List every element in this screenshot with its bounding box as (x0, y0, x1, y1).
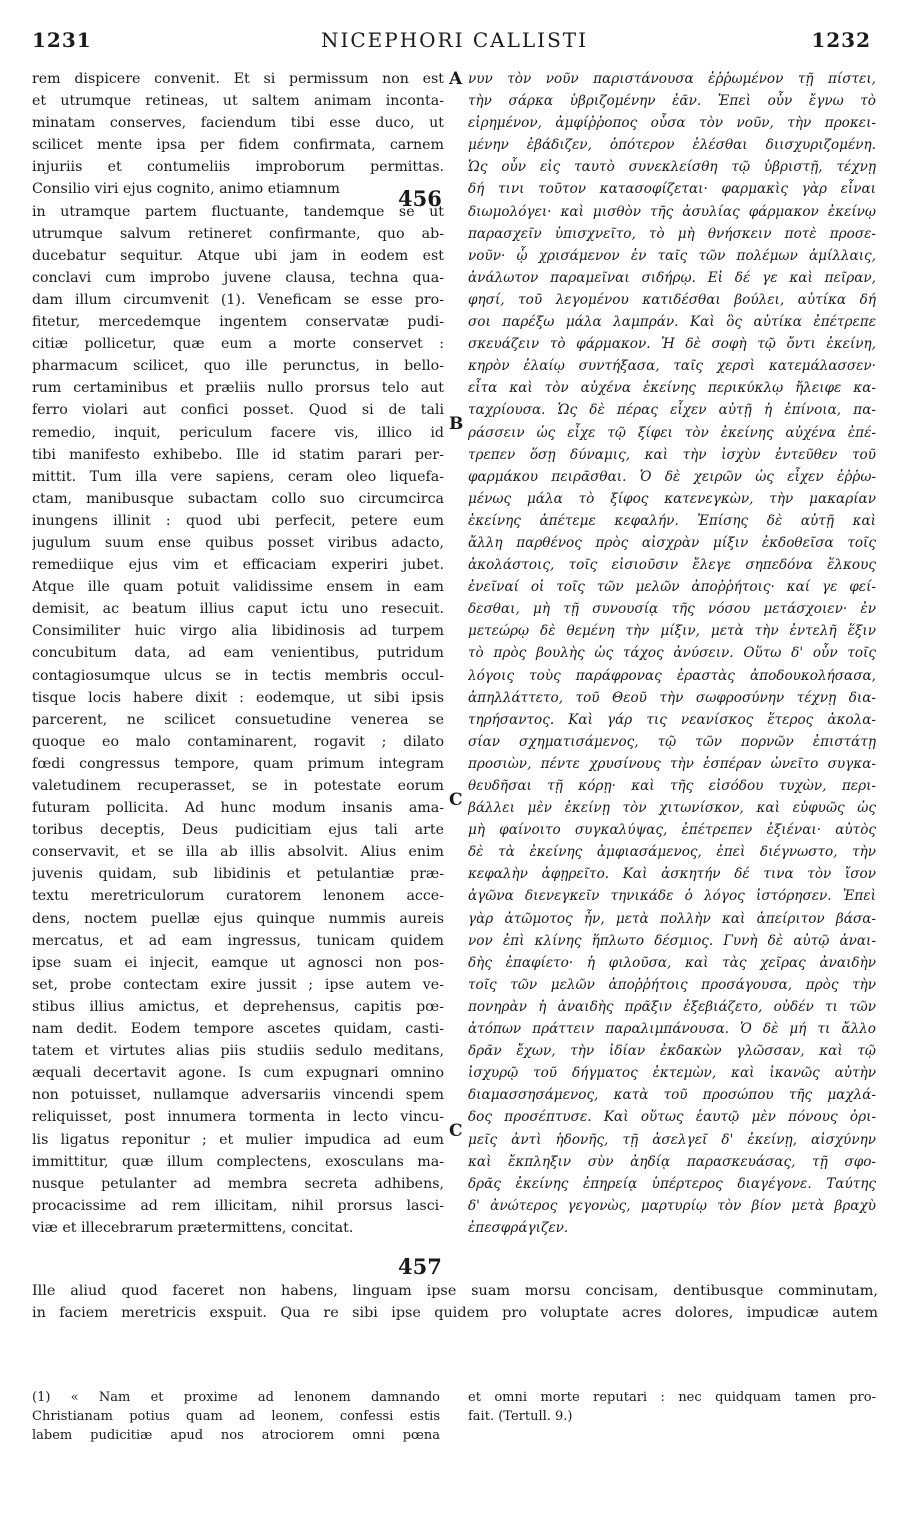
greek-text-line: ἀγῶνα διενεγκεῖν τηνικάδε ὁ λόγος ἱστόρησεν. Ἐπεὶ (468, 888, 876, 905)
latin-text-line: æquali decertavit agone. Is cum expugnari omnino (32, 1065, 444, 1082)
latin-text-line: nusque petulanter ad membra secreta adhibens, (32, 1175, 444, 1192)
running-header (0, 28, 909, 64)
latin-text-line: juvenis quidam, sub libidinis et petulantiæ præ- (32, 866, 444, 883)
latin-text-line: ipse suam ei injecit, eamque ut agnosci non pos- (32, 954, 444, 971)
latin-text-line: remediique ejus vim et efficaciam experiri jubet. (32, 557, 444, 574)
greek-text-line: νυν τὸν νοῦν παριστάνουσα ἐῤῥωμένον τῇ πίστει, (468, 71, 876, 87)
greek-text-line: ἐνεῖναί οἱ τοῖς τῶν μελῶν ἀποῤῥήτοις· καί γε φεί- (468, 579, 876, 596)
full-width-text-line: in faciem meretricis exspuit. Qua re sibi ipse quidem pro voluptate acres dolores, impudicæ autem (32, 1305, 878, 1322)
page-number-456: 456 (398, 186, 442, 211)
latin-text-line: procacissime ad rem illicitam, nihil prorsus lasci- (32, 1197, 444, 1214)
latin-text-line: Consilio viri ejus cognito, animo etiamnum (32, 181, 341, 198)
greek-text-line: ἀκολάστοις, τοῖς εἰσιοῦσιν ἔλεγε σηπεδόνα ἕλκους (468, 557, 876, 574)
latin-text-line: et utrumque retineas, ut saltem animam inconta- (32, 93, 444, 110)
greek-text-line: δή τινι τοῦτον κατασοφίζεται· φαρμακὶς γὰρ εἶναι (468, 181, 876, 198)
greek-text-line: κεφαλὴν ἀφῃρεῖτο. Καὶ ἀσκητήν δέ τινα τὸν ἴσον (468, 866, 876, 883)
latin-text-line: rem dispicere convenit. Et si permissum non est (32, 71, 444, 87)
latin-text-line: citiæ pollicetur, quæ eum a morte conservet : (32, 336, 444, 353)
latin-text-line: minatam conserves, faciendum tibi esse duco, ut (32, 115, 444, 132)
latin-text-line: demisit, ac beatum illius caput ictu uno resecuit. (32, 601, 444, 618)
greek-text-line: δὲ τὰ ἐκείνης ἀμφιασάμενος, ἐπεὶ διέγνωστο, τὴν (468, 844, 876, 861)
latin-text-line: valetudinem recuperasset, se in potestate eorum (32, 778, 444, 794)
full-width-text-line: Ille aliud quod faceret non habens, linguam ipse suam morsu concisam, dentibusque comminutam, (32, 1283, 878, 1299)
latin-text-line: jugulum suum ense quibus posset viribus adacto, (32, 534, 444, 551)
greek-text-line: δεσθαι, μὴ τῇ συνουσίᾳ τῆς νόσου μετάσχοιεν· ἐν (468, 601, 876, 618)
greek-text-line: σκευάζειν τὸ φάρμακον. Ἡ δὲ σοφὴ τῷ ὄντι ἐκείνη, (468, 336, 876, 353)
greek-text-line: ἐπεσφράγιζεν. (468, 1219, 569, 1236)
greek-text-line: τρεπεν ὅσῃ δύναμις, καὶ τὴν ἰσχὺν ἐντεῦθεν τοῦ (468, 446, 876, 463)
latin-text-line: set, probe contectam exire jussit ; ipse autem ve- (32, 976, 444, 993)
footnote-text-line: et omni morte reputari : nec quidquam tamen pro- (468, 1390, 876, 1405)
latin-text-line: futuram pollicita. Ad hunc modum insanis ama- (32, 800, 444, 817)
latin-text-line: inungens illinit : quod ubi perfecit, petere eum (32, 512, 444, 529)
margin-marker-c-second: C (449, 1121, 463, 1141)
greek-text-line: εἰρημένον, ἀμφίῤῥοπος οὖσα τὸν νοῦν, τὴν προκει- (468, 115, 876, 132)
greek-text-line: καὶ ἔκπληξιν σὺν ἀηδίᾳ παρασκευάσας, τῇ σφο- (468, 1153, 876, 1170)
greek-text-line: φησί, τοῦ λεγομένου κατιδέσθαι βούλει, αὐτίκα δή (468, 291, 876, 308)
greek-text-line: μὴ φαίνοιτο συγκαλύψας, ἐπέτρεπεν ἐξιέναι· αὐτὸς (468, 822, 876, 839)
greek-text-line: ἀπηλλάττετο, τοῦ Θεοῦ τὴν σωφροσύνην τέχνῃ δια- (468, 689, 876, 706)
running-title: NICEPHORI CALLISTI (320, 28, 589, 52)
greek-column (468, 68, 876, 1239)
latin-text-line: rum certaminibus et præliis nullo prorsus telo aut (32, 380, 444, 397)
greek-text-line: διαμασσησάμενος, κατὰ τοῦ προσώπου τῆς μαχλά- (468, 1087, 876, 1104)
latin-text-line: scilicet mente ipsa per fidem confirmata, carnem (32, 137, 444, 154)
greek-text-line: δ' ἀνώτερος γεγονὼς, μαρτυρίῳ τὸν βίον μετὰ βραχὺ (468, 1197, 876, 1214)
greek-text-line: δρᾶν ἔχων, τὴν ἰδίαν ἐκδακὼν γλῶσσαν, καὶ τῷ (468, 1043, 876, 1060)
latin-text-line: conclavi cum improbo juvene clausa, techna qua- (32, 269, 444, 286)
greek-text-line: σοι παρέξω μάλα λαμπράν. Καὶ ὃς αὐτίκα ἐπέτρεπε (468, 314, 876, 331)
latin-column (32, 68, 444, 1239)
latin-text-line: injuriis et contumeliis improborum permittas. (32, 159, 444, 176)
latin-text-line: utrumque salvum retineret confirmante, quo ab- (32, 225, 444, 242)
latin-text-line: quoque eo malo contaminarent, rogavit ; dilato (32, 733, 444, 750)
latin-text-line: dens, noctem puellæ ejus quinque nummis aureis (32, 910, 444, 927)
latin-text-line: tisque locis habere dixit : eodemque, ut sibi ipsis (32, 689, 444, 706)
greek-text-line: νοῦν· ᾧ χρισάμενον ἐν ταῖς τῶν πολέμων ἁμίλλαις, (468, 247, 876, 264)
greek-text-line: εἶτα καὶ τὸν αὐχένα ἐκείνης περικύκλῳ ἤλειφε κα- (468, 380, 876, 397)
column-number-right: 1232 (811, 28, 871, 52)
latin-text-line: ferro violari aut confici posset. Quod si de tali (32, 402, 444, 419)
greek-text-line: δος προσέπτυσε. Καὶ οὕτως ἑαυτῷ μὲν πόνους ὀρι- (468, 1109, 876, 1126)
greek-text-line: πονηρὰν ἡ ἀναιδὴς πρᾶξιν ἐξεβιάζετο, οὐδέν τι τῶν (468, 998, 876, 1015)
footnote-text-line: fait. (Tertull. 9.) (468, 1409, 573, 1424)
greek-text-line: τηρήσαντος. Καὶ γάρ τις νεανίσκος ἕτερος ἀκολα- (468, 711, 876, 728)
greek-text-line: σίαν σχηματισάμενος, τῷ τῶν πορνῶν ἐπιστάτῃ (468, 733, 876, 750)
latin-text-line: stibus illius amictus, et deprehensus, capitis pœ- (32, 998, 444, 1015)
greek-text-line: Ὡς οὖν εἰς ταυτὸ συνεκλείσθη τῷ ὑβριστῇ, τέχνῃ (468, 159, 876, 176)
latin-text-line: non potuisset, nullamque adversariis vincendi spem (32, 1087, 444, 1104)
latin-text-line: dam illum circumvenit (1). Veneficam se esse pro- (32, 291, 444, 308)
greek-text-line: τοῖς τῶν μελῶν ἀποῤῥήτοις προσάγουσα, πρὸς τὴν (468, 976, 876, 993)
greek-text-line: βάλλει μὲν ἐκείνῃ τὸν χιτωνίσκον, καὶ εὐφυῶς ὡς (468, 800, 876, 817)
greek-text-line: τὴν σάρκα ὑβριζομένην ἐᾶν. Ἐπεὶ οὖν ἔγνω τὸ (468, 93, 876, 110)
footnote-text-line: (1) « Nam et proxime ad lenonem damnando (32, 1390, 440, 1405)
greek-text-line: θευδῆσαι τῇ κόρῃ· καὶ τῆς εἰσόδου τυχὼν, περι- (468, 778, 876, 794)
latin-text-line: remedio, inquit, periculum facere vis, illico id (32, 424, 444, 441)
latin-text-line: concubitum data, ad eam venientibus, putridum (32, 645, 444, 662)
greek-text-line: ἐκείνης ἀπέτεμε κεφαλήν. Ἐπίσης δὲ αὐτῇ καὶ (468, 512, 876, 529)
latin-text-line: fœdi congressus tempore, quam primum integram (32, 755, 444, 772)
latin-text-line: fitetur, mercedemque ingentem conservatæ pudi- (32, 314, 444, 331)
margin-marker-a: A (449, 69, 463, 89)
latin-text-line: nam dedit. Eodem tempore ascetes quidam, casti- (32, 1021, 444, 1038)
greek-text-line: ἄλλη παρθένος πρὸς αἰσχρὰν μίξιν ἐκδοθεῖσα τοῖς (468, 534, 876, 551)
greek-text-line: μετεώρῳ δὲ θεμένη τὴν μίξιν, μετὰ τὴν ἐντελῆ ἕξιν (468, 623, 876, 640)
latin-text-line: Atque ille quam potuit validissime ensem in eam (32, 579, 444, 596)
greek-text-line: ἀτόπων πράττειν παραλιμπάνουσα. Ὁ δὲ μή τι ἄλλο (468, 1021, 876, 1038)
latin-text-line: parcerent, ne scilicet consuetudine venerea se (32, 711, 444, 728)
margin-marker-c: C (449, 790, 463, 810)
latin-text-line: mercatus, et ad eam ingressus, tunicam quidem (32, 932, 444, 949)
greek-text-line: διωμολόγει· καὶ μισθὸν τῆς ἀσυλίας φάρμακον ἐκείνῳ (468, 203, 876, 220)
greek-text-line: ράσσειν ὡς εἶχε τῷ ξίφει τὸν ἐκείνης αὐχένα ἐπέ- (468, 424, 876, 441)
latin-text-line: tatem et virtutes alias piis studiis sedulo meditans, (32, 1043, 444, 1060)
greek-text-line: γὰρ ἀτῶμοτος ἦν, μετὰ πολλὴν καὶ ἀπείριτον βάσα- (468, 910, 876, 927)
latin-text-line: lis ligatus reponitur ; et mulier impudica ad eum (32, 1131, 444, 1148)
latin-text-line: ducebatur sequitur. Atque ubi jam in eodem est (32, 247, 444, 264)
latin-text-line: viæ et illecebrarum prætermittens, concitat. (32, 1219, 354, 1236)
latin-text-line: toribus deceptis, Deus pudicitiam ejus tali arte (32, 822, 444, 839)
latin-text-line: textu meretriculorum curatorem lenonem acce- (32, 888, 444, 905)
footnote-right (468, 1388, 876, 1426)
column-number-left: 1231 (32, 28, 92, 52)
latin-text-line: tibi manifesto exhibebo. Ille id statim parari per- (32, 446, 444, 463)
page-number-457: 457 (398, 1254, 442, 1279)
greek-text-line: προσιὼν, πέντε χρυσίνους τὴν ἑσπέραν ὠνεῖτο συγκα- (468, 755, 876, 772)
greek-text-line: ταχρίουσα. Ὡς δὲ πέρας εἶχεν αὐτῇ ἡ ἐπίνοια, πα- (468, 402, 876, 419)
greek-text-line: ἰσχυρῷ τοῦ δήγματος ἐκτεμὼν, καὶ ἱκανῶς αὐτὴν (468, 1065, 876, 1082)
greek-text-line: λόγοις τοὺς παράφρονας ἐραστὰς ἀποδουκολήσασα, (468, 667, 876, 684)
greek-text-line: ἀνάλωτον παραμεῖναι σιδήρῳ. Εἰ δέ γε καὶ πεῖραν, (468, 269, 876, 286)
greek-text-line: τὸ πρὸς βουλὴς ὡς τάχος ἀνύσειν. Οὕτω δ' οὖν τοῖς (468, 645, 876, 662)
footnote-text-line: labem pudicitiæ apud nos atrociorem omni pœna (32, 1428, 440, 1443)
greek-text-line: κηρὸν ἐλαίῳ συντήξασα, ταῖς χερσὶ κατεμάλασσεν· (468, 358, 876, 375)
latin-text-line: Consimiliter huic virgo alia libidinosis ad turpem (32, 623, 444, 640)
latin-text-line: conservavit, et se illa ab illis absolvit. Alius enim (32, 844, 444, 861)
latin-text-line: immittitur, quæ illum complectens, exosculans ma- (32, 1153, 444, 1170)
footnote-left (32, 1388, 440, 1445)
latin-text-line: pharmacum scilicet, quo ille perunctus, in bello- (32, 358, 444, 375)
greek-text-line: μένην ἐβάδιζεν, ὁπότερον ἐλέσθαι διισχυριζομένη. (468, 137, 876, 154)
latin-text-line: contagiosumque ulcus se in tectis membris occul- (32, 667, 444, 684)
greek-text-line: μένως μάλα τὸ ξίφος κατενεγκὼν, τὴν μακαρίαν (468, 490, 876, 507)
latin-text-line: ctam, manibusque subactam collo suo circumcirca (32, 490, 444, 507)
full-width-paragraph (32, 1280, 878, 1324)
greek-text-line: νον ἐπὶ κλίνης ἥπλωτο δέσμιος. Γυνὴ δὲ αὐτῷ ἀναι- (468, 932, 876, 949)
latin-text-line: reliquisset, post innumera tormenta in lecto vincu- (32, 1109, 444, 1126)
greek-text-line: παρασχεῖν ὑπισχνεῖτο, τὸ μὴ θνήσκειν ποτὲ προσε- (468, 225, 876, 242)
latin-text-line: mittit. Tum illa vere sapiens, ceram oleo liquefa- (32, 468, 444, 485)
greek-text-line: μεῖς ἀντὶ ἡδονῆς, τῇ ἀσελγεῖ δ' ἐκείνῃ, αἰσχύνην (468, 1131, 876, 1148)
latin-text-line: in utramque partem fluctuante, tandemque se ut (32, 203, 444, 220)
margin-marker-b: B (449, 414, 464, 434)
footnote-text-line: Christianam potius quam ad leonem, confessi estis (32, 1409, 440, 1424)
greek-text-line: δὴς ἐπαφίετο· ἡ φιλοῦσα, καὶ τὰς χεῖρας ἀναιδὴν (468, 954, 876, 971)
greek-text-line: δρᾶς ἐκείνης ἐπηρείᾳ ὑπέρτερος διαγέγονε. Ταύτης (468, 1175, 876, 1192)
greek-text-line: φαρμάκου πειρᾶσθαι. Ὁ δὲ χειρῶν ὡς εἶχεν ἐῤῥω- (468, 468, 876, 485)
